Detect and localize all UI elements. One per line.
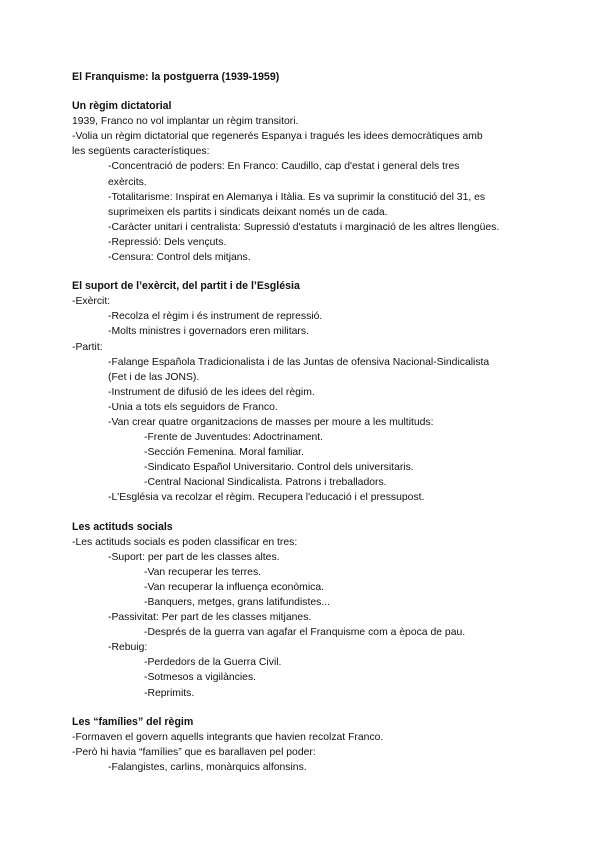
text-line: -Van recuperar la influença econòmica. [144, 581, 325, 593]
text-line: -Les actituds socials es poden classificar en tres: [72, 536, 298, 548]
text-line: exèrcits. [108, 176, 147, 188]
text-line: -Sección Femenina. Moral familiar. [144, 447, 304, 459]
text-line: -Reprimits. [144, 687, 195, 699]
section-heading: El suport de l’exèrcit, del partit i de l’Església [72, 280, 300, 293]
section-heading: Les “famílies” del règim [72, 715, 194, 728]
text-line: -Partit: [72, 341, 103, 353]
text-line: -Rebuig: [108, 642, 148, 654]
document-title: El Franquisme: la postguerra (1939-1959) [72, 71, 280, 83]
text-line: -Concentració de poders: En Franco: Caudillo, cap d'estat i general dels tres [108, 161, 460, 173]
text-line: -Passivitat: Per part de les classes mitjanes. [108, 612, 312, 624]
section-heading: Les actituds socials [72, 520, 173, 533]
text-line: -Unia a tots els seguidors de Franco. [108, 401, 278, 413]
blank-line [0, 506, 600, 520]
text-line: -Totalitarisme: Inspirat en Alemanya i Itàlia. Es va suprimir la constitució del 31, es [108, 191, 486, 203]
document-page [0, 70, 600, 775]
text-line: suprimeixen els partits i sindicats deixant només un de cada. [108, 206, 388, 218]
text-line: -Falangistes, carlins, monàrquics alfonsins. [108, 761, 307, 773]
text-line: -Central Nacional Sindicalista. Patrons i treballadors. [144, 477, 387, 489]
text-line: -L'Església va recolzar el règim. Recupera l'educació i el pressupost. [108, 492, 425, 504]
section-heading: Un règim dictatorial [72, 100, 172, 113]
text-line: -Frente de Juventudes: Adoctrinament. [144, 432, 324, 444]
text-line: -Formaven el govern aquells integrants que havien recolzat Franco. [72, 731, 384, 743]
text-line: -Banquers, metges, grans latifundistes... [144, 597, 330, 608]
text-line: -Després de la guerra van agafar el Franquisme com a època de pau. [144, 627, 466, 639]
blank-line [0, 701, 600, 715]
blank-line [0, 265, 600, 279]
text-line: -Van recuperar les terres. [144, 566, 262, 578]
text-line: -Van crear quatre organitzacions de masses per moure a les multituds: [108, 416, 434, 428]
text-line: -Censura: Control dels mitjans. [108, 252, 251, 264]
blank-line [0, 85, 600, 99]
text-line: -Sotmesos a vigilàncies. [144, 672, 257, 684]
text-line: -Falange Española Tradicionalista i de las Juntas de ofensiva Nacional-Sindicalista [108, 356, 490, 368]
text-line: -Exèrcit: [72, 296, 111, 308]
text-line: -Molts ministres i governadors eren militars. [108, 326, 309, 338]
text-line: -Recolza el règim i és instrument de repressió. [108, 311, 323, 323]
text-line: les següents característiques: [72, 146, 210, 158]
text-line: -Instrument de difusió de les idees del règim. [108, 386, 315, 398]
text-line: -Caràcter unitari i centralista: Supressió d'estatuts i marginació de les altres llengües. [108, 221, 500, 233]
text-line: -Suport: per part de les classes altes. [108, 551, 280, 563]
text-line: -Volia un règim dictatorial que regenerés Espanya i tragués les idees democràtiques amb [72, 131, 483, 143]
text-line: 1939, Franco no vol implantar un règim transitori. [72, 116, 299, 128]
text-line: -Però hi havia “famílies” que es barallaven pel poder: [72, 746, 316, 758]
text-line: -Sindicato Español Universitario. Control dels universitaris. [144, 462, 414, 474]
text-line: -Repressió: Dels vençuts. [108, 236, 227, 248]
text-line: (Fet i de las JONS). [108, 371, 200, 383]
text-line: -Perdedors de la Guerra Civil. [144, 657, 282, 669]
